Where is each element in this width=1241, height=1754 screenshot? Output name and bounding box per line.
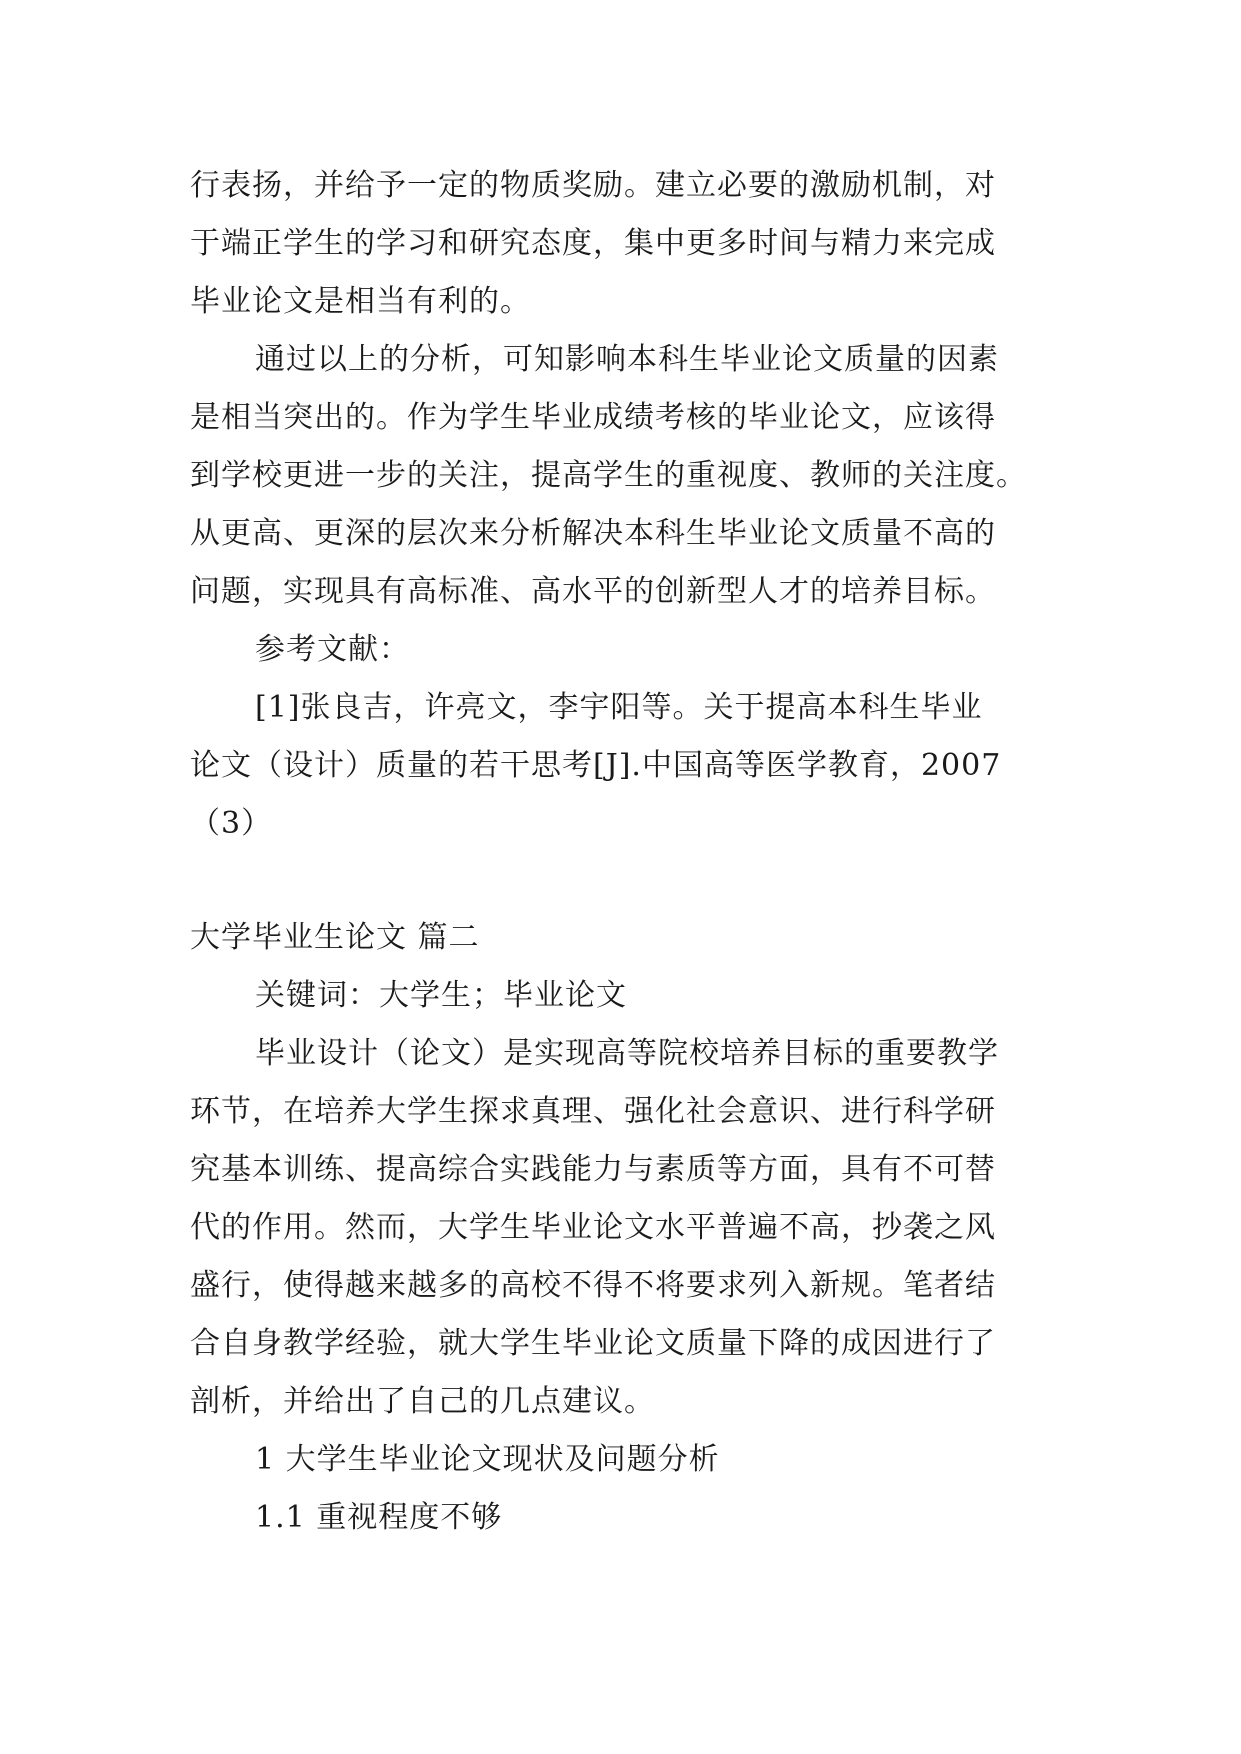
body-text-line: 合自身教学经验，就大学生毕业论文质量下降的成因进行了: [190, 1326, 996, 1361]
body-text-line: 毕业论文是相当有利的。: [190, 284, 531, 319]
body-text-line: 问题，实现具有高标准、高水平的创新型人才的培养目标。: [190, 574, 996, 609]
body-text-line: 代的作用。然而，大学生毕业论文水平普遍不高，抄袭之风: [190, 1210, 996, 1245]
keywords-line: 关键词：大学生；毕业论文: [255, 978, 627, 1013]
reference-entry-line: 论文（设计）质量的若干思考[J].中国高等医学教育，2007: [190, 748, 1002, 783]
references-heading: 参考文献：: [255, 632, 410, 667]
section-title: 大学毕业生论文 篇二: [190, 920, 480, 955]
reference-entry-line: [1]张良吉，许亮文，李宇阳等。关于提高本科生毕业: [255, 690, 983, 725]
body-text-line: 环节，在培养大学生探求真理、强化社会意识、进行科学研: [190, 1094, 996, 1129]
paragraph-start-line: 通过以上的分析，可知影响本科生毕业论文质量的因素: [255, 342, 999, 377]
body-text-line: 剖析，并给出了自己的几点建议。: [190, 1384, 655, 1419]
reference-entry-line: （3）: [190, 806, 273, 841]
body-text-line: 盛行，使得越来越多的高校不得不将要求列入新规。笔者结: [190, 1268, 996, 1303]
body-text-line: 于端正学生的学习和研究态度，集中更多时间与精力来完成: [190, 226, 996, 261]
paragraph-start-line: 毕业设计（论文）是实现高等院校培养目标的重要教学: [255, 1036, 999, 1071]
body-text-line: 到学校更进一步的关注，提高学生的重视度、教师的关注度。: [190, 458, 1027, 493]
subsection-heading: 1.1 重视程度不够: [255, 1500, 503, 1535]
body-text-line: 行表扬，并给予一定的物质奖励。建立必要的激励机制，对: [190, 168, 996, 203]
body-text-line: 究基本训练、提高综合实践能力与素质等方面，具有不可替: [190, 1152, 996, 1187]
subsection-heading: 1 大学生毕业论文现状及问题分析: [255, 1442, 720, 1477]
body-text-line: 从更高、更深的层次来分析解决本科生毕业论文质量不高的: [190, 516, 996, 551]
body-text-line: 是相当突出的。作为学生毕业成绩考核的毕业论文，应该得: [190, 400, 996, 435]
